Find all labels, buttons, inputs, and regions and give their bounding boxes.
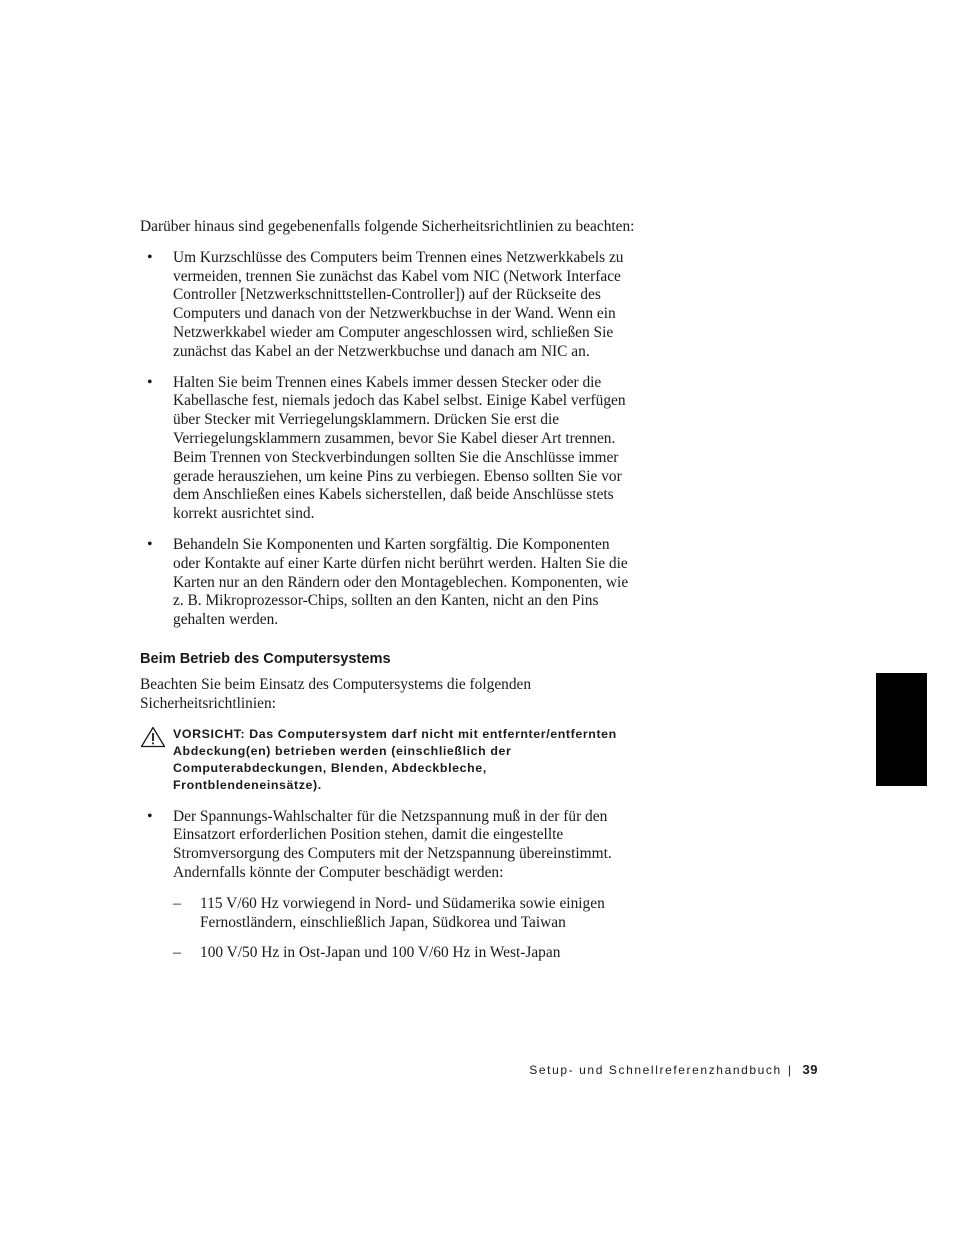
bullet-marker: • [147, 535, 153, 553]
list-item [140, 374, 635, 524]
section-heading: Beim Betrieb des Computersystems [140, 650, 391, 667]
warning-triangle-icon [140, 726, 166, 748]
list-item-text: Um Kurzschlüsse des Computers beim Trennen eines Netzwerkkabels zu vermeiden, trennen Sie zunächst das Kabel vom NIC (Network Interface Controller [Netzwerkschnittstellen-Controller]) auf der Rückseite des Computers und danach von der Netzwerkbuchse in der Wand. Wenn ein Netzwerkkabel wieder am Computer angeschlossen wird, schließen Sie zunächst das Kabel an der Netzwerkbuchse und danach am NIC an. [173, 248, 624, 360]
bullet-marker: • [147, 373, 153, 391]
footer-separator: | [787, 1063, 793, 1077]
page-footer [529, 1062, 818, 1078]
list-item [140, 536, 635, 630]
caution-notice [140, 726, 635, 794]
bullet-marker: • [147, 807, 153, 825]
page-number: 39 [802, 1062, 818, 1077]
caution-text: VORSICHT: Das Computersystem darf nicht mit entfernter/entfernten Abdeckung(en) betrieben werden (einschließlich der Computerabdeckungen, Blenden, Abdeckbleche, Frontblendeneinsätze). [173, 726, 617, 792]
list-item [140, 249, 635, 362]
footer-title: Setup- und Schnellreferenzhandbuch [529, 1063, 782, 1077]
sub-list-item-text: 115 V/60 Hz vorwiegend in Nord- und Südamerika sowie einigen Fernostländern, einschließlich Japan, Südkorea und Taiwan [200, 894, 605, 931]
dash-marker: – [173, 944, 181, 962]
list-item [140, 808, 635, 883]
list-item-text: Halten Sie beim Trennen eines Kabels immer dessen Stecker oder die Kabellasche fest, niemals jedoch das Kabel selbst. Einige Kabel verfügen über Stecker mit Verriegelungsklammern. Drücken Sie erst die Verriegelungsklammern zusammen, bevor Sie Kabel dieser Art trennen. Beim Trennen von Steckverbindungen sollten Sie die Anschlüsse immer gerade herausziehen, um keine Pins zu verbiegen. Ebenso sollten Sie vor dem Anschließen eines Kabels sicherstellen, daß beide Anschlüsse stets korrekt ausrichtet sind. [173, 373, 626, 523]
section-intro: Beachten Sie beim Einsatz des Computersystems die folgenden Sicherheitsrichtlinien: [140, 675, 532, 712]
list-item-text: Behandeln Sie Komponenten und Karten sorgfältig. Die Komponenten oder Kontakte auf einer Karte dürfen nicht berührt werden. Halten Sie die Karten nur an den Rändern oder den Montageblechen. Komponenten, wie z. B. Mikroprozessor-Chips, sollten an den Kanten, nicht an den Pins gehalten werden. [173, 535, 629, 629]
page-content [140, 218, 635, 975]
list-item-text: Der Spannungs-Wahlschalter für die Netzspannung muß in der für den Einsatzort erforderlichen Position stehen, damit die eingestellte Stromversorgung des Computers mit der Netzspannung übereinstimmt. Andernfalls könnte der Computer beschädigt werden: [173, 807, 612, 881]
sub-list-item-text: 100 V/50 Hz in Ost-Japan und 100 V/60 Hz in West-Japan [200, 944, 561, 962]
dash-marker: – [173, 894, 181, 912]
section-thumb-tab [876, 673, 927, 786]
intro-paragraph: Darüber hinaus sind gegebenenfalls folgende Sicherheitsrichtlinien zu beachten: [140, 218, 635, 235]
sub-list-item [140, 944, 635, 963]
bullet-marker: • [147, 248, 153, 266]
sub-list-item [140, 895, 635, 933]
